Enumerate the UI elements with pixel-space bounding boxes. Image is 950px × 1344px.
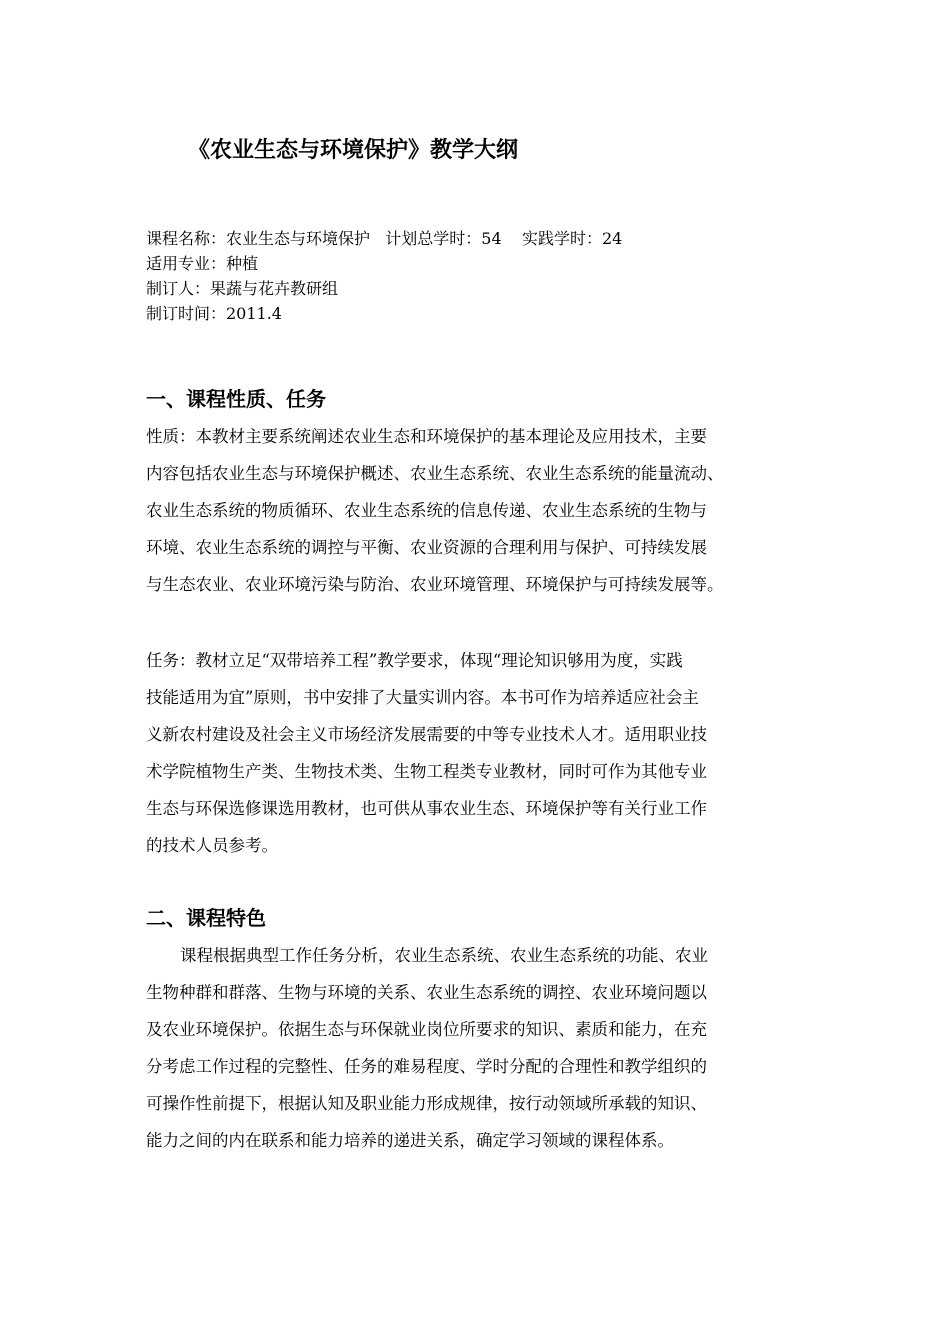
paragraph-line: 生态与环保选修课选用教材，也可供从事农业生态、环境保护等有关行业工作 [146,799,707,818]
paragraph-line: 能力之间的内在联系和能力培养的递进关系，确定学习领域的课程体系。 [146,1131,674,1150]
paragraph-line: 及农业环境保护。依据生态与环保就业岗位所要求的知识、素质和能力，在充 [146,1020,707,1039]
task-paragraph [146,642,812,864]
paragraph-line: 课程根据典型工作任务分析，农业生态系统、农业生态系统的功能、农业 [180,946,708,965]
course-meta-major: 适用专业：种植 [146,254,259,273]
section-heading-features: 二、课程特色 [146,906,266,930]
paragraph-line: 可操作性前提下，根据认知及职业能力形成规律，按行动领域所承载的知识、 [146,1094,707,1113]
paragraph-line: 生物种群和群落、生物与环境的关系、农业生态系统的调控、农业环境问题以 [146,983,707,1002]
paragraph-line: 义新农村建设及社会主义市场经济发展需要的中等专业技术人才。适用职业技 [146,725,707,744]
paragraph-line: 农业生态系统的物质循环、农业生态系统的信息传递、农业生态系统的生物与 [146,501,707,520]
course-meta-author: 制订人：果蔬与花卉教研组 [146,279,339,298]
paragraph-line: 术学院植物生产类、生物技术类、生物工程类专业教材，同时可作为其他专业 [146,762,707,781]
course-meta-name-hours: 课程名称：农业生态与环境保护 计划总学时：54 实践学时：24 [146,229,623,248]
paragraph-line: 分考虑工作过程的完整性、任务的难易程度、学时分配的合理性和教学组织的 [146,1057,707,1076]
course-meta-date: 制订时间：2011.4 [146,304,282,323]
features-paragraph [146,937,812,1159]
paragraph-line: 的技术人员参考。 [146,836,278,855]
paragraph-line: 技能适用为宜”原则，书中安排了大量实训内容。本书可作为培养适应社会主 [146,688,699,707]
paragraph-line: 与生态农业、农业环境污染与防治、农业环境管理、环境保护与可持续发展等。 [146,575,724,594]
course-meta-block [146,226,622,326]
paragraph-line: 任务：教材立足“双带培养工程”教学要求，体现“理论知识够用为度，实践 [146,651,683,670]
paragraph-line: 内容包括农业生态与环境保护概述、农业生态系统、农业生态系统的能量流动、 [146,464,724,483]
section-heading-nature-task: 一、课程性质、任务 [146,387,326,411]
paragraph-line: 性质：本教材主要系统阐述农业生态和环境保护的基本理论及应用技术，主要 [146,427,707,446]
nature-paragraph [146,418,812,603]
document-title: 《农业生态与环境保护》教学大纲 [188,138,519,163]
paragraph-line: 环境、农业生态系统的调控与平衡、农业资源的合理利用与保护、可持续发展 [146,538,707,557]
